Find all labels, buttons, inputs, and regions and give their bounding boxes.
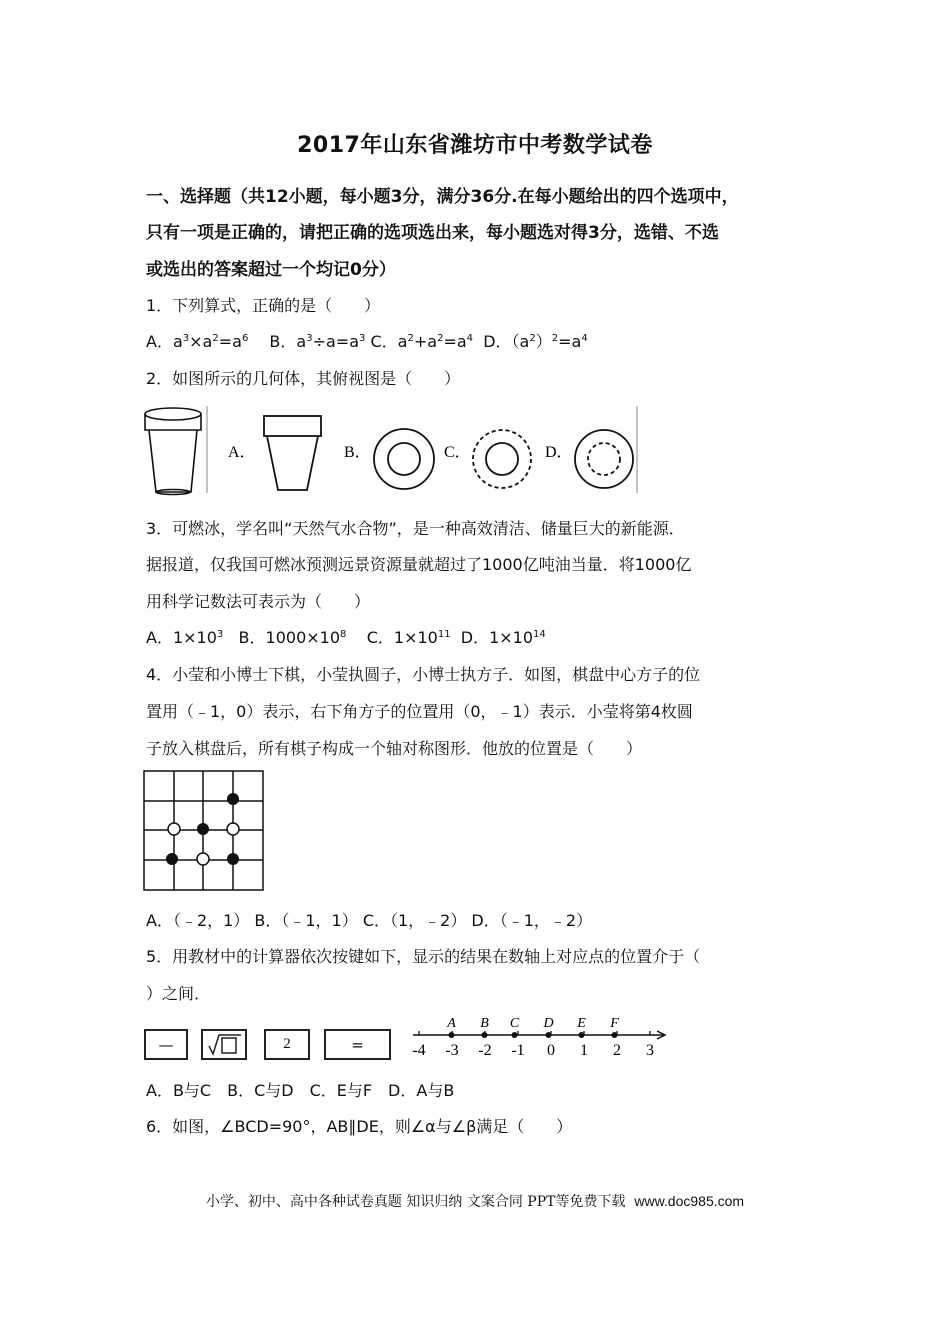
calc-key-minus: —	[144, 1029, 188, 1060]
tick-label: 1	[580, 1042, 588, 1059]
sqrt-icon	[205, 1032, 243, 1057]
point-label: B	[480, 1016, 489, 1031]
q1-stem: 1．下列算式，正确的是（ ）	[146, 296, 381, 315]
section-heading-line2: 只有一项是正确的，请把正确的选项选出来，每小题选对得3分，选错、不选	[146, 223, 719, 243]
section-heading-line3: 或选出的答案超过一个均记0分）	[146, 260, 396, 280]
point-label: D	[543, 1016, 554, 1031]
q1-option-d: D．$(a^2)^2=a^4$	[483, 332, 588, 351]
q6-stem: 6．如图，∠BCD=90°，AB∥DE，则∠α与∠β满足（ ）	[146, 1117, 573, 1136]
q2-label-c: C．	[444, 444, 471, 461]
q3-options	[146, 627, 546, 649]
q3-line2: 据报道，仅我国可燃冰预测远景资源量就超过了1000亿吨油当量．将1000亿	[146, 555, 692, 574]
point-label: C	[509, 1016, 520, 1031]
tick-label: -2	[478, 1042, 492, 1059]
cup-figure	[145, 408, 201, 495]
section-heading-line1: 一、选择题（共12小题，每小题3分，满分36分.在每小题给出的四个选项中，	[146, 187, 739, 207]
footer-url[interactable]: www.doc985.com	[634, 1193, 745, 1209]
q3-line3: 用科学记数法可表示为（ ）	[146, 592, 371, 611]
q1-option-c: C．$a^2+a^2=a^4$	[370, 332, 474, 351]
q4-options: A．（﹣2，1） B．（﹣1，1） C．（1，﹣2） D．（﹣1，﹣2）	[146, 911, 593, 930]
number-line-point	[449, 1032, 455, 1038]
q2-label-a: A．	[228, 444, 256, 461]
q2-figure	[140, 400, 650, 500]
q3-option-d: D．$1\times 10^{14}$	[460, 628, 546, 647]
number-line-point	[546, 1032, 552, 1038]
number-line-point	[579, 1032, 585, 1038]
calc-key-2: 2	[264, 1029, 310, 1060]
q4-line2: 置用（﹣1，0）表示，右下角方子的位置用（0，﹣1）表示．小莹将第4枚圆	[146, 702, 693, 721]
tick-label: -1	[511, 1042, 525, 1059]
q3-option-b: B．$1000\times 10^8$	[238, 628, 347, 647]
footer-text: 小学、初中、高中各种试卷真题 知识归纳 文案合同 PPT等免费下载	[205, 1194, 626, 1210]
q1-option-a: A．$a^3\times a^2=a^6$	[146, 332, 249, 351]
q5-options: A．B与C B．C与D C．E与F D．A与B	[146, 1081, 455, 1100]
tick-label: 0	[547, 1042, 555, 1059]
q4-line3: 子放入棋盘后，所有棋子构成一个轴对称图形．他放的位置是（ ）	[146, 739, 643, 758]
tick-label: -3	[445, 1042, 459, 1059]
tick-label: 3	[646, 1042, 654, 1059]
q5-line1: 5．用教材中的计算器依次按键如下，显示的结果在数轴上对应点的位置介于（	[146, 947, 701, 966]
point-label: F	[610, 1016, 619, 1031]
q4-line1: 4．小莹和小博士下棋，小莹执圆子，小博士执方子．如图，棋盘中心方子的位	[146, 665, 701, 684]
number-line	[405, 1012, 670, 1062]
q2-label-d: D．	[545, 444, 573, 461]
q5-line2: ）之间．	[146, 984, 211, 1003]
tick-label: 2	[613, 1042, 621, 1059]
calc-key-sqrt	[201, 1029, 247, 1060]
number-line-point	[512, 1032, 518, 1038]
page-footer	[0, 1191, 950, 1211]
point-label: E	[577, 1016, 586, 1031]
option-d-figure	[575, 430, 633, 488]
page-title: 2017年山东省潍坊市中考数学试卷	[297, 133, 653, 158]
q3-option-a: A．$1\times 10^3$	[146, 628, 224, 647]
q4-board-figure	[140, 767, 270, 895]
q1-options	[146, 331, 588, 353]
number-line-point	[482, 1032, 488, 1038]
option-a-figure	[264, 416, 321, 490]
option-c-figure	[473, 430, 531, 488]
number-line-point	[612, 1032, 618, 1038]
q1-option-b: B．$a^3\div a=a^3$	[269, 332, 366, 351]
q3-option-c: C．$1\times 10^{11}$	[366, 628, 451, 647]
calc-key-equals: =	[324, 1029, 391, 1060]
q2-stem: 2．如图所示的几何体，其俯视图是（ ）	[146, 369, 461, 388]
tick-label: -4	[412, 1042, 426, 1059]
point-label: A	[447, 1016, 456, 1031]
q3-line1: 3．可燃冰，学名叫“天然气水合物”，是一种高效清洁、储量巨大的新能源．	[146, 519, 685, 538]
q2-label-b: B．	[344, 444, 371, 461]
option-b-figure	[374, 429, 434, 489]
